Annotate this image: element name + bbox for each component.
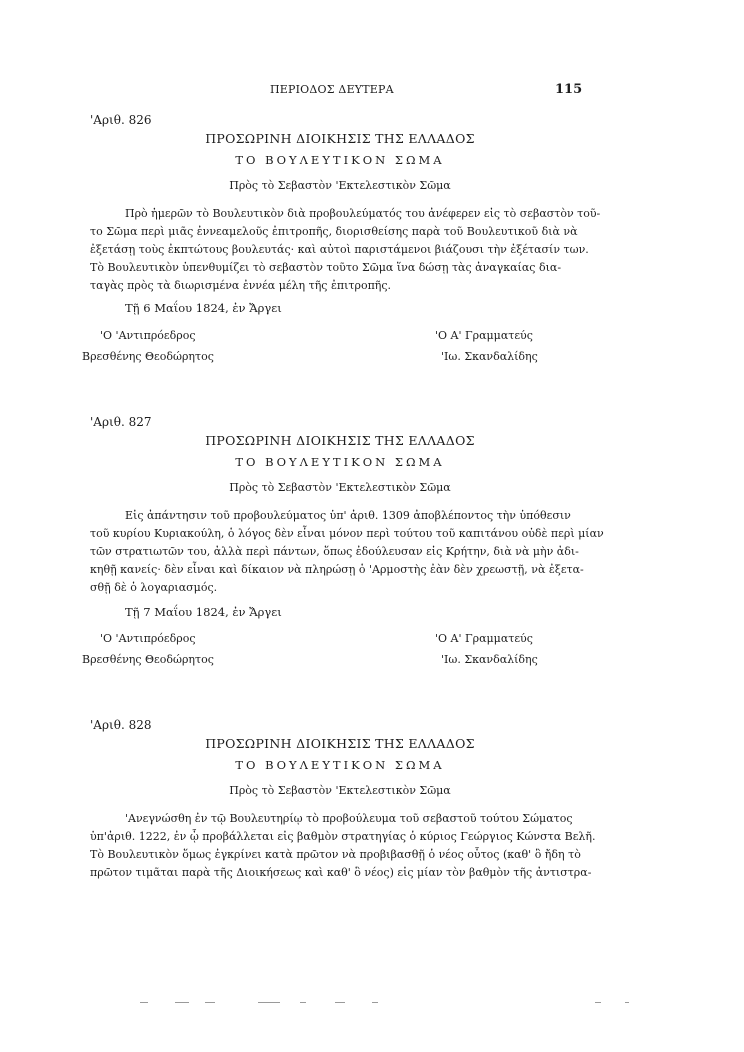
document-body — [90, 205, 601, 295]
document-subtitle: ΤΟ ΒΟΥΛΕΥΤΙΚΟΝ ΣΩΜΑ — [235, 153, 445, 167]
body-line: Τὸ Βουλευτικὸν ὅμως ἐγκρίνει κατὰ πρῶτον νὰ προβιβασθῇ ὁ νέος οὗτος (καθ' ὃ ἤδη τὸ — [90, 848, 581, 861]
scan-artifact-dashes — [0, 1000, 744, 1006]
signatory-left — [82, 628, 214, 670]
running-head: ΠΕΡΙΟΔΟΣ ΔΕΥΤΕΡΑ — [270, 83, 394, 96]
body-line: τῶν στρατιωτῶν του, ἀλλὰ περὶ πάντων, ὅπως ἐδούλευσαν εἰς Κρήτην, διὰ νὰ μὴν ἀδι- — [90, 545, 579, 558]
signatory-name: Βρεσθένης Θεοδώρητος — [82, 350, 214, 363]
document-recipient: Πρὸς τὸ Σεβαστὸν 'Εκτελεστικὸν Σῶμα — [229, 481, 451, 494]
body-line: Τὸ Βουλευτικὸν ὑπενθυμίζει τὸ σεβαστὸν τοῦτο Σῶμα ἵνα δώσῃ τὰς ἀναγκαίας δια- — [90, 261, 562, 274]
document-title: ΠΡΟΣΩΡΙΝΗ ΔΙΟΙΚΗΣΙΣ ΤΗΣ ΕΛΛΑΔΟΣ — [205, 433, 475, 448]
document-recipient: Πρὸς τὸ Σεβαστὸν 'Εκτελεστικὸν Σῶμα — [229, 784, 451, 797]
signatory-name: 'Ιω. Σκανδαλίδης — [441, 653, 538, 666]
signatory-right — [435, 325, 538, 367]
body-line: κηθῇ κανείς· δὲν εἶναι καὶ δίκαιον νὰ πληρώσῃ ὁ 'Αρμοστὴς ἐὰν δὲν χρεωστῇ, νὰ ἐξετα- — [90, 563, 584, 576]
document-title: ΠΡΟΣΩΡΙΝΗ ΔΙΟΙΚΗΣΙΣ ΤΗΣ ΕΛΛΑΔΟΣ — [205, 131, 475, 146]
signatory-name: Βρεσθένης Θεοδώρητος — [82, 653, 214, 666]
body-line: Εἰς ἀπάντησιν τοῦ προβουλεύματος ὑπ' ἀριθ. 1309 ἀποβλέποντος τὴν ὑπόθεσιν — [125, 509, 571, 522]
signatory-role: 'Ο 'Αντιπρόεδρος — [100, 329, 196, 342]
body-line: 'Ανεγνώσθη ἐν τῷ Βουλευτηρίῳ τὸ προβούλευμα τοῦ σεβαστοῦ τούτου Σώματος — [125, 812, 573, 825]
signatory-right — [435, 628, 538, 670]
document-recipient: Πρὸς τὸ Σεβαστὸν 'Εκτελεστικὸν Σῶμα — [229, 179, 451, 192]
body-line: πρῶτον τιμᾶται παρὰ τῆς Διοικήσεως καὶ καθ' ὃ νέος) εἰς μίαν τὸν βαθμὸν τῆς ἀντιστρα- — [90, 866, 592, 879]
document-subtitle: ΤΟ ΒΟΥΛΕΥΤΙΚΟΝ ΣΩΜΑ — [235, 758, 445, 772]
signatory-role: 'Ο Α' Γραμματεύς — [435, 632, 533, 645]
document-number: 'Αριθ. 826 — [90, 113, 152, 127]
signatory-role: 'Ο 'Αντιπρόεδρος — [100, 632, 196, 645]
body-line: ταγὰς πρὸς τὰ διωρισμένα ἐννέα μέλη τῆς ἐπιτροπῆς. — [90, 279, 392, 292]
body-line: ἐξετάσῃ τοὺς ἐκπτώτους βουλευτάς· καὶ αὐτοὶ παριστάμενοι βιάζουσι τὴν ἐξέτασίν των. — [90, 243, 589, 256]
document-number: 'Αριθ. 828 — [90, 718, 152, 732]
signatory-name: 'Ιω. Σκανδαλίδης — [441, 350, 538, 363]
document-title: ΠΡΟΣΩΡΙΝΗ ΔΙΟΙΚΗΣΙΣ ΤΗΣ ΕΛΛΑΔΟΣ — [205, 736, 475, 751]
body-line: το Σῶμα περὶ μιᾶς ἐννεαμελοῦς ἐπιτροπῆς, διορισθείσης παρὰ τοῦ Βουλευτικοῦ διὰ νὰ — [90, 225, 578, 238]
signatory-role: 'Ο Α' Γραμματεύς — [435, 329, 533, 342]
document-body — [90, 507, 604, 597]
document-number: 'Αριθ. 827 — [90, 415, 152, 429]
document-date: Τῇ 7 Μαΐου 1824, ἐν Ἄργει — [125, 605, 282, 619]
document-subtitle: ΤΟ ΒΟΥΛΕΥΤΙΚΟΝ ΣΩΜΑ — [235, 455, 445, 469]
body-line: τοῦ κυρίου Κυριακούλη, ὁ λόγος δὲν εἶναι μόνον περὶ τούτου τοῦ καπιτάνου οὐδὲ περὶ μίαν — [90, 527, 604, 540]
signatory-left — [82, 325, 214, 367]
document-date: Τῇ 6 Μαΐου 1824, ἐν Ἄργει — [125, 301, 282, 315]
page-number: 115 — [555, 82, 583, 97]
body-line: ὑπ'ἀριθ. 1222, ἐν ᾧ προβάλλεται εἰς βαθμὸν στρατηγίας ὁ κύριος Γεώργιος Κώνστα Βελῆ. — [90, 830, 596, 843]
document-body — [90, 810, 596, 882]
body-line: Πρὸ ἡμερῶν τὸ Βουλευτικὸν διὰ προβουλεύματός του ἀνέφερεν εἰς τὸ σεβαστὸν τοῦ- — [125, 207, 601, 220]
body-line: σθῇ δὲ ὁ λογαριασμός. — [90, 581, 218, 594]
